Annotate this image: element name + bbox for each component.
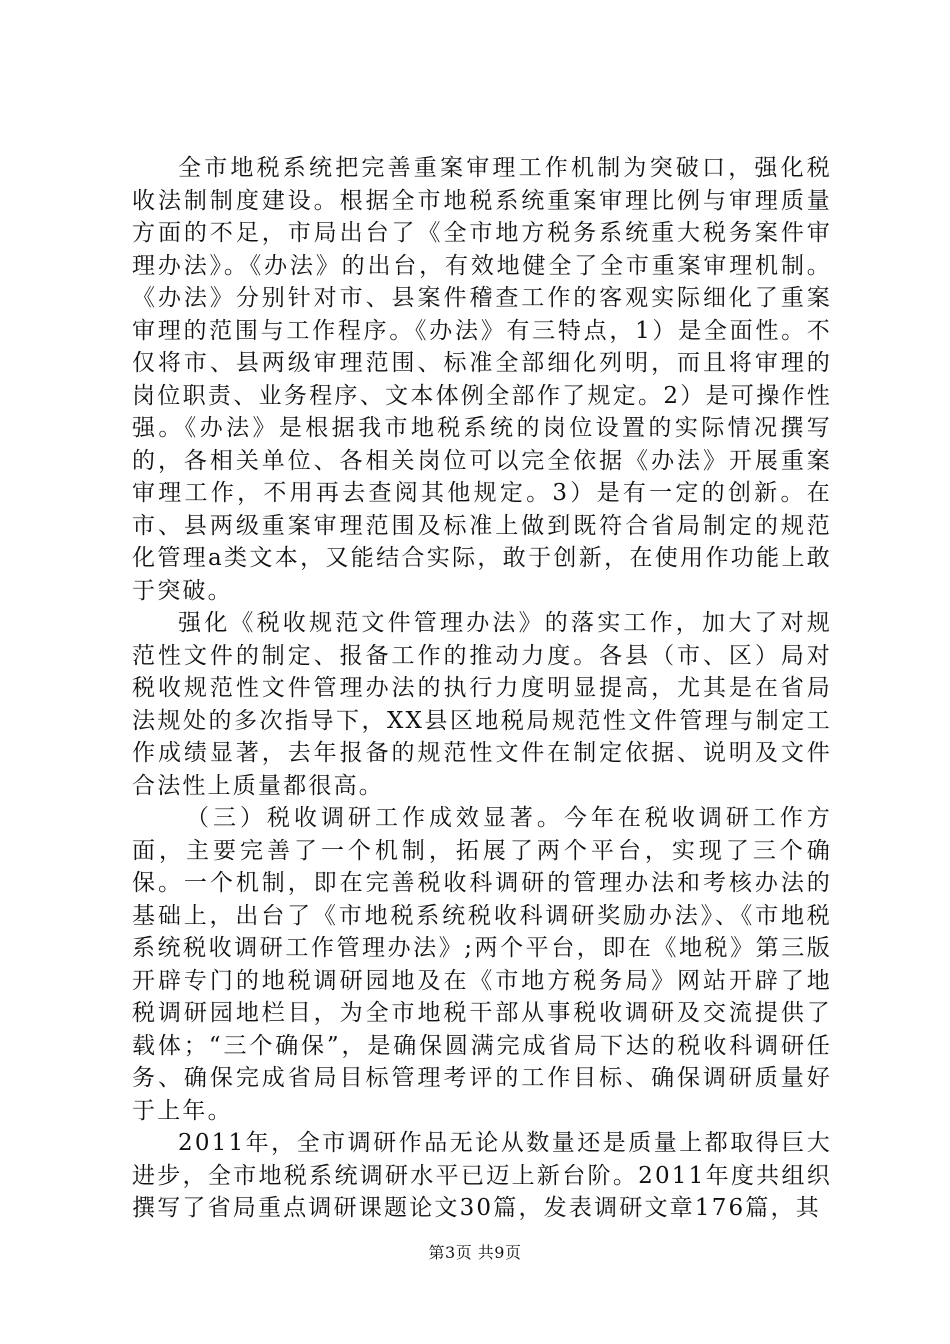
- body-text: [132, 152, 832, 1225]
- paragraph-2011-results: 2011年，全市调研作品无论从数量还是质量上都取得巨大进步，全市地税系统调研水平已迈上新台阶。2011年度共组织撰写了省局重点调研课题论文30篇，发表调研文章176篇，其: [132, 1130, 832, 1221]
- paragraph-normative-documents: 强化《税收规范文件管理办法》的落实工作，加大了对规范性文件的制定、报备工作的推动力度。各县（市、区）局对税收规范性文件管理办法的执行力度明显提高，尤其是在省局法规处的多次指导下，XX县区地税局规范性文件管理与制定工作成绩显著，去年报备的规范性文件在制定依据、说明及文件合法性上质量都很高。: [132, 610, 832, 799]
- paragraph-tax-research: （三）税收调研工作成效显著。今年在税收调研工作方面，主要完善了一个机制，拓展了两个平台，实现了三个确保。一个机制，即在完善税收科调研的管理办法和考核办法的基础上，出台了《市地税系统税收科调研奖励办法》、《市地税系统税收调研工作管理办法》;两个平台，即在《地税》第三版开辟专门的地税调研园地及在《市地方税务局》网站开辟了地税调研园地栏目，为全市地税干部从事税收调研及交流提供了载体；“三个确保”，是确保圆满完成省局下达的税收科调研任务、确保完成省局目标管理考评的工作目标、确保调研质量好于上年。: [132, 805, 832, 1124]
- paragraph-case-review: 全市地税系统把完善重案审理工作机制为突破口，强化税收法制制度建设。根据全市地税系统重案审理比例与审理质量方面的不足，市局出台了《全市地方税务系统重大税务案件审理办法》。《办法》的出台，有效地健全了全市重案审理机制。《办法》分别针对市、县案件稽查工作的客观实际细化了重案审理的范围与工作程序。《办法》有三特点，1）是全面性。不仅将市、县两级审理范围、标准全部细化列明，而且将审理的岗位职责、业务程序、文本体例全部作了规定。2）是可操作性强。《办法》是根据我市地税系统的岗位设置的实际情况撰写的，各相关单位、各相关岗位可以完全依据《办法》开展重案审理工作，不用再去查阅其他规定。3）是有一定的创新。在市、县两级重案审理范围及标准上做到既符合省局制定的规范化管理a类文本，又能结合实际，敢于创新，在使用作功能上敢于突破。: [132, 155, 832, 604]
- page-footer: 第3页 共9页: [428, 1243, 522, 1262]
